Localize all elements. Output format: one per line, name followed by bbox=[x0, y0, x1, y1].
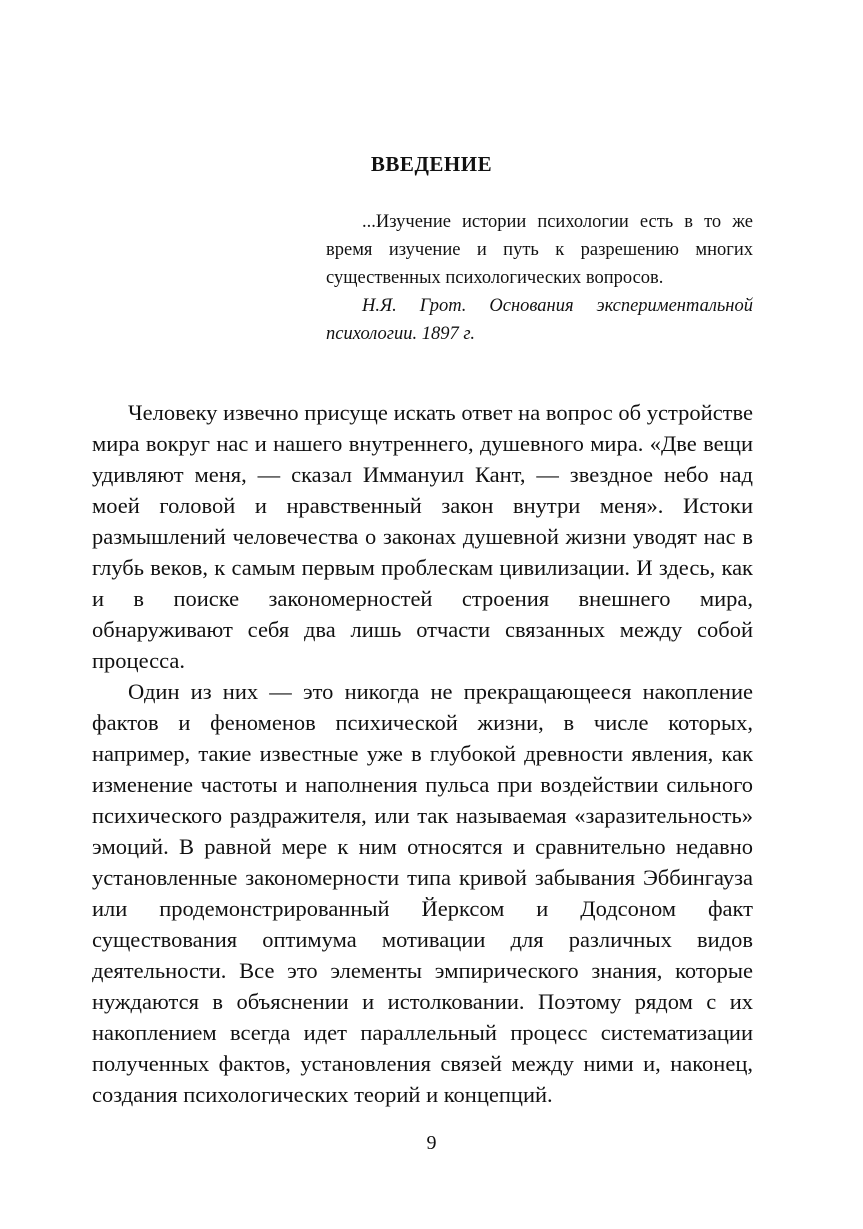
paragraph-2: Один из них — это никогда не прекращающееся накопление фактов и феноменов психической жизни, в числе которых, например, такие известные уже в глубокой древности явления, как изменение частоты и наполнения пульса при воздействии сильного психического раздражителя, или так называемая «заразительность» эмоций. В равной мере к ним относятся и сравнительно недавно установленные закономерности типа кривой забывания Эббингауза или продемонстрированный Йерксом и Додсоном факт существования оптимума мотивации для различных видов деятельности. Все это элементы эмпирического знания, которые нуждаются в объяснении и истолковании. Поэтому рядом с их накоплением всегда идет параллельный процесс систематизации полученных фактов, установления связей между ними и, наконец, создания психологических теорий и концепций. bbox=[92, 679, 753, 1107]
page-number: 9 bbox=[426, 1132, 437, 1154]
epigraph-quote: ...Изучение истории психологии есть в то же время изучение и путь к разрешению многих существенных психологических вопросов. bbox=[326, 212, 753, 288]
epigraph-source: Н.Я. Грот. Основания экспериментальной психологии. 1897 г. bbox=[326, 296, 753, 344]
epigraph bbox=[326, 208, 753, 348]
paragraph-1: Человеку извечно присуще искать ответ на вопрос об устройстве мира вокруг нас и нашего внутреннего, душевного мира. «Две вещи удивляют меня, — сказал Иммануил Кант, — звездное небо над моей головой и нравственный закон внутри меня». Истоки размышлений человечества о законах душевной жизни уводят нас в глубь веков, к самым первым проблескам цивилизации. И здесь, как и в поиске закономерностей строения внешнего мира, обнаруживают себя два лишь отчасти связанных между собой процесса. bbox=[92, 400, 753, 673]
body-text bbox=[92, 397, 753, 1110]
chapter-title: ВВЕДЕНИЕ bbox=[370, 152, 493, 176]
